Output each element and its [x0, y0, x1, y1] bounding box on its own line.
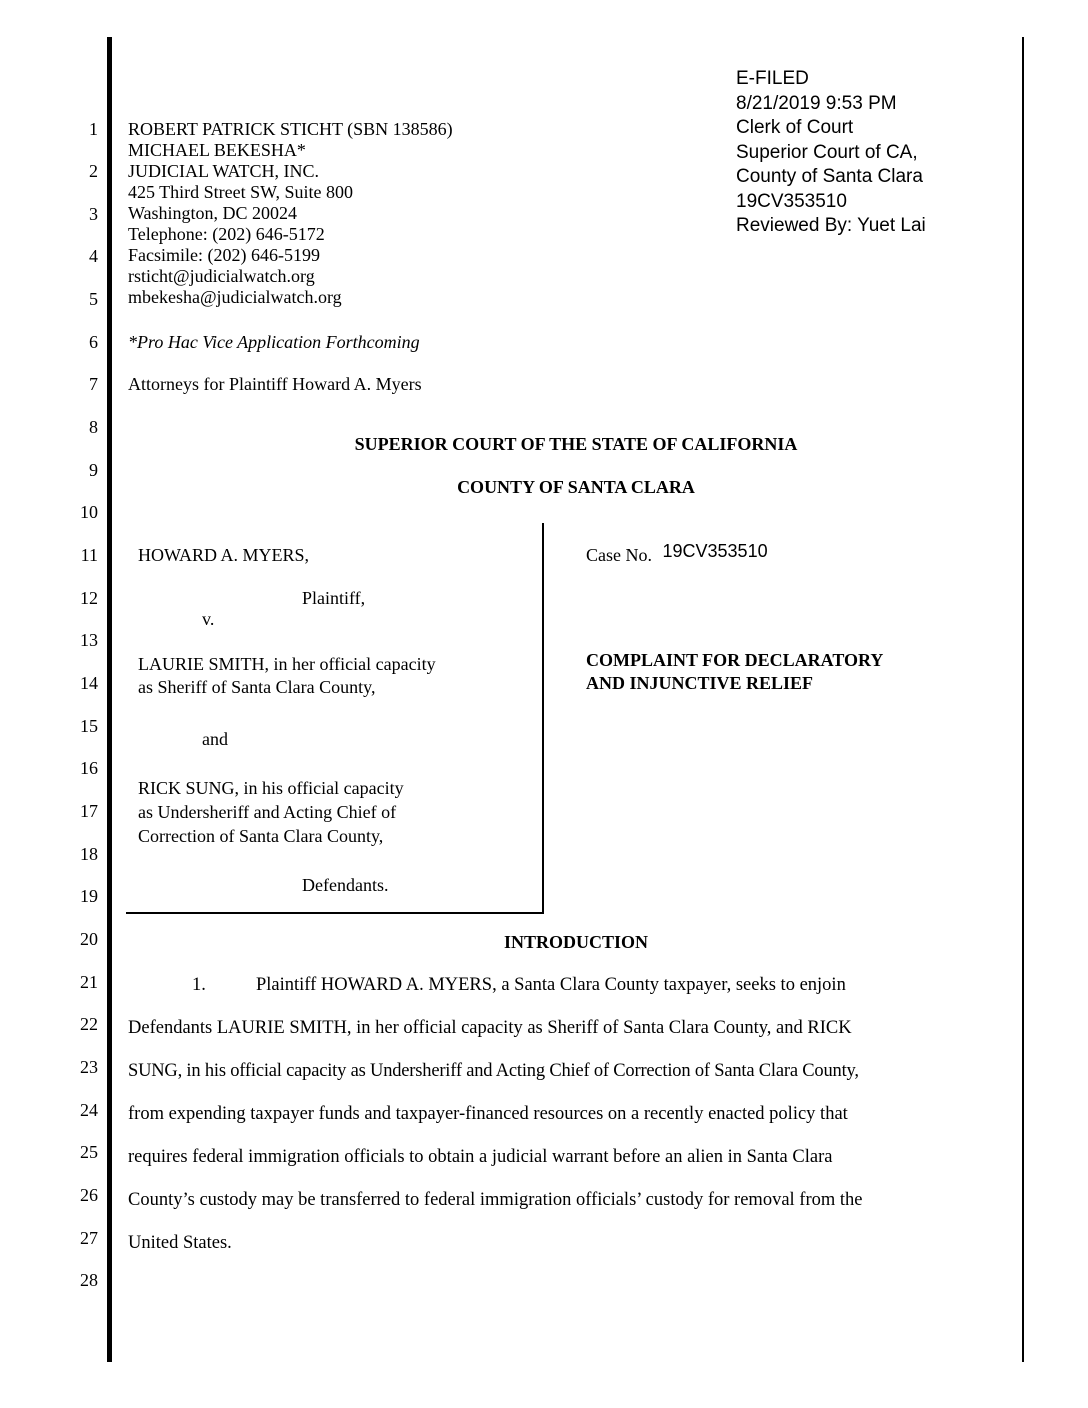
- paragraph-line: requires federal immigration officials to obtain a judicial warrant before an alien in Santa Clara: [128, 1147, 833, 1167]
- attorney-line: MICHAEL BEKESHA*: [128, 140, 306, 160]
- court-name: SUPERIOR COURT OF THE STATE OF CALIFORNIA: [354, 434, 798, 454]
- stamp-line: Reviewed By: Yuet Lai: [736, 215, 926, 236]
- attorney-line: JUDICIAL WATCH, INC.: [128, 161, 319, 181]
- line-number: 5: [89, 289, 98, 309]
- line-number: 21: [80, 972, 98, 992]
- defendant-2-line: as Undersheriff and Acting Chief of: [138, 802, 397, 822]
- plaintiff-label: Plaintiff,: [302, 588, 366, 608]
- document-title-line: COMPLAINT FOR DECLARATORY: [586, 650, 884, 670]
- line-number: 20: [80, 929, 98, 949]
- line-number: 19: [80, 886, 98, 906]
- attorney-line: 425 Third Street SW, Suite 800: [128, 182, 353, 202]
- document-title-line: AND INJUNCTIVE RELIEF: [586, 673, 814, 693]
- stamp-line: County of Santa Clara: [736, 166, 923, 187]
- stamp-line: Clerk of Court: [736, 117, 854, 138]
- paragraph-line: SUNG, in his official capacity as Undersheriff and Acting Chief of Correction of Santa Clara County,: [128, 1061, 859, 1081]
- line-number: 1: [89, 119, 98, 139]
- attorney-line: Facsimile: (202) 646-5199: [128, 245, 320, 265]
- defendant-1-line: as Sheriff of Santa Clara County,: [138, 677, 376, 697]
- line-number: 4: [89, 246, 98, 266]
- stamp-line: Superior Court of CA,: [736, 141, 918, 163]
- paragraph-line: Defendants LAURIE SMITH, in her official capacity as Sheriff of Santa Clara County, and RICK: [128, 1018, 852, 1038]
- line-number: 15: [80, 716, 98, 736]
- attorney-email[interactable]: rsticht@judicialwatch.org: [128, 266, 315, 286]
- line-number: 22: [80, 1014, 98, 1034]
- line-number: 28: [80, 1270, 98, 1290]
- pro-hac-vice-note: *Pro Hac Vice Application Forthcoming: [128, 332, 420, 352]
- attorney-line: ROBERT PATRICK STICHT (SBN 138586): [128, 119, 453, 139]
- paragraph-line: County’s custody may be transferred to federal immigration officials’ custody for removal from the: [128, 1190, 863, 1210]
- paragraph-number: 1.: [192, 975, 206, 995]
- attorneys-for: Attorneys for Plaintiff Howard A. Myers: [128, 374, 422, 394]
- defendant-2-line: Correction of Santa Clara County,: [138, 826, 384, 846]
- line-number: 24: [80, 1100, 98, 1120]
- line-number: 23: [80, 1057, 98, 1077]
- plaintiff-name: HOWARD A. MYERS,: [138, 545, 310, 565]
- stamp-line: 19CV353510: [736, 190, 847, 212]
- left-margin-rule: [107, 37, 112, 1362]
- stamp-line: 8/21/2019 9:53 PM: [736, 92, 897, 114]
- line-number: 14: [80, 673, 98, 693]
- introduction-heading: INTRODUCTION: [503, 932, 649, 952]
- court-county: COUNTY OF SANTA CLARA: [457, 477, 695, 497]
- paragraph-line: from expending taxpayer funds and taxpayer-financed resources on a recently enacted policy that: [128, 1104, 848, 1124]
- line-number: 3: [89, 204, 98, 224]
- right-margin-rule: [1022, 37, 1024, 1362]
- line-number: 12: [80, 588, 98, 608]
- paragraph-line: Plaintiff HOWARD A. MYERS, a Santa Clara County taxpayer, seeks to enjoin: [256, 975, 846, 995]
- line-number: 10: [80, 502, 98, 522]
- defendant-1-line: LAURIE SMITH, in her official capacity: [138, 654, 436, 674]
- line-number: 6: [89, 332, 98, 352]
- efiled-stamp: [736, 67, 926, 239]
- line-number: 2: [89, 161, 98, 181]
- and-conjunction: and: [202, 729, 228, 749]
- versus: v.: [202, 609, 215, 629]
- attorney-line: Washington, DC 20024: [128, 203, 298, 223]
- case-number: [586, 541, 768, 566]
- line-number: 27: [80, 1228, 98, 1248]
- line-number: 16: [80, 758, 98, 778]
- line-number: 8: [89, 417, 98, 437]
- line-number: 13: [80, 630, 98, 650]
- paragraph-line: United States.: [128, 1233, 232, 1253]
- line-number: 7: [89, 374, 98, 394]
- line-number: 25: [80, 1142, 98, 1162]
- case-number-label: Case No.: [586, 545, 652, 565]
- attorney-email[interactable]: mbekesha@judicialwatch.org: [128, 287, 342, 307]
- defendants-label: Defendants.: [302, 875, 389, 895]
- caption-divider-rule: [542, 523, 544, 914]
- line-number: 26: [80, 1185, 98, 1205]
- line-number: 18: [80, 844, 98, 864]
- line-number: 9: [89, 460, 98, 480]
- defendant-2-line: RICK SUNG, in his official capacity: [138, 778, 404, 798]
- case-number-value: 19CV353510: [662, 541, 768, 561]
- line-number: 11: [80, 545, 98, 565]
- stamp-line: E-FILED: [736, 68, 809, 89]
- caption-bottom-rule: [126, 912, 544, 914]
- attorney-line: Telephone: (202) 646-5172: [128, 224, 325, 244]
- line-number: 17: [80, 801, 98, 821]
